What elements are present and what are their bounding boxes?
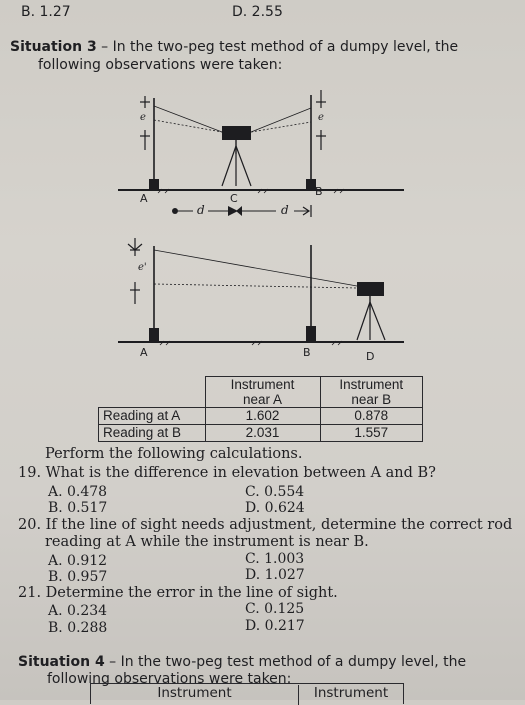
question-21: [18, 585, 338, 601]
question-21-text: Determine the error in the line of sight.: [45, 585, 338, 601]
situation-4-dash: –: [109, 654, 117, 670]
question-21-number: 21.: [18, 585, 42, 601]
situation-4-table: [90, 683, 404, 704]
cell-near-a: 2.031: [205, 425, 320, 442]
question-19-text: What is the difference in elevation between A and B?: [45, 465, 436, 481]
question-20-text: If the line of sight needs adjustment, determine the correct rod: [45, 517, 513, 533]
instructions: Perform the following calculations.: [45, 446, 303, 462]
situation-3-label: Situation 3: [10, 39, 97, 55]
fig1-e-left-label: e: [140, 112, 146, 123]
q19-option-b: B. 0.517: [48, 500, 108, 516]
q21-option-b: B. 0.288: [48, 620, 108, 636]
question-20: [18, 517, 512, 533]
situation-3-dash: –: [101, 39, 109, 55]
question-20-number: 20.: [18, 517, 42, 533]
fig1-e-right-label: e: [318, 112, 324, 123]
cell-near-b: 1.557: [320, 425, 423, 442]
fig1-d1-label: d: [197, 203, 205, 217]
q21-option-a: A. 0.234: [48, 603, 108, 619]
observations-table: [98, 376, 423, 442]
row-label: Reading at B: [99, 425, 206, 442]
q20-option-c: C. 1.003: [245, 551, 305, 567]
fig2-point-b-label: B: [303, 346, 311, 359]
row-label: Reading at A: [99, 408, 206, 425]
table-corner-cell: [99, 377, 206, 408]
fig2-point-a-label: A: [140, 346, 148, 359]
situation-3-text: In the two-peg test method of a dumpy level, the: [112, 39, 459, 55]
header-near-b-line2: near B: [351, 392, 392, 407]
table-header-near-a: [205, 377, 320, 408]
option-d-prev: D. 2.55: [232, 4, 283, 20]
fig1-point-a-label: A: [140, 192, 148, 205]
q19-option-c: C. 0.554: [245, 484, 305, 500]
question-19-number: 19.: [18, 465, 42, 481]
situation-4-line1: [18, 654, 466, 670]
q21-option-d: D. 0.217: [245, 618, 305, 634]
header-near-a-line1: Instrument: [230, 377, 295, 392]
fig1-point-b-label: B: [315, 185, 323, 198]
situation-4-label: Situation 4: [18, 654, 105, 670]
table-row: [99, 425, 423, 442]
q19-option-a: A. 0.478: [48, 484, 108, 500]
question-19: [18, 465, 436, 481]
table-header-near-b: [320, 377, 423, 408]
fig1-point-c-label: C: [230, 192, 238, 205]
header-near-a-line2: near A: [242, 392, 283, 407]
situation-4-text: In the two-peg test method of a dumpy level, the: [120, 654, 467, 670]
q19-option-d: D. 0.624: [245, 500, 305, 516]
situation-3-line2: following observations were taken:: [38, 57, 283, 73]
q20-option-a: A. 0.912: [48, 553, 108, 569]
fig2-point-d-label: D: [366, 350, 375, 363]
situation-4-col1: Instrument: [91, 685, 299, 705]
q21-option-c: C. 0.125: [245, 601, 305, 617]
fig1-d2-label: d: [281, 203, 289, 217]
cell-near-a: 1.602: [205, 408, 320, 425]
header-near-b-line1: Instrument: [339, 377, 404, 392]
cell-near-b: 0.878: [320, 408, 423, 425]
table-header-row: [99, 377, 423, 408]
situation-4-col2: Instrument: [313, 685, 389, 701]
situation-4-line2: following observations were taken:: [47, 671, 292, 687]
option-b-prev: B. 1.27: [21, 4, 71, 20]
q20-option-b: B. 0.957: [48, 569, 108, 585]
fig2-e-prime-label: e': [138, 262, 147, 273]
figure-2: [118, 238, 404, 345]
figure-1: [118, 90, 404, 217]
q20-option-d: D. 1.027: [245, 567, 305, 583]
question-20-line2: reading at A while the instrument is near B.: [45, 534, 369, 550]
table-row: [99, 408, 423, 425]
